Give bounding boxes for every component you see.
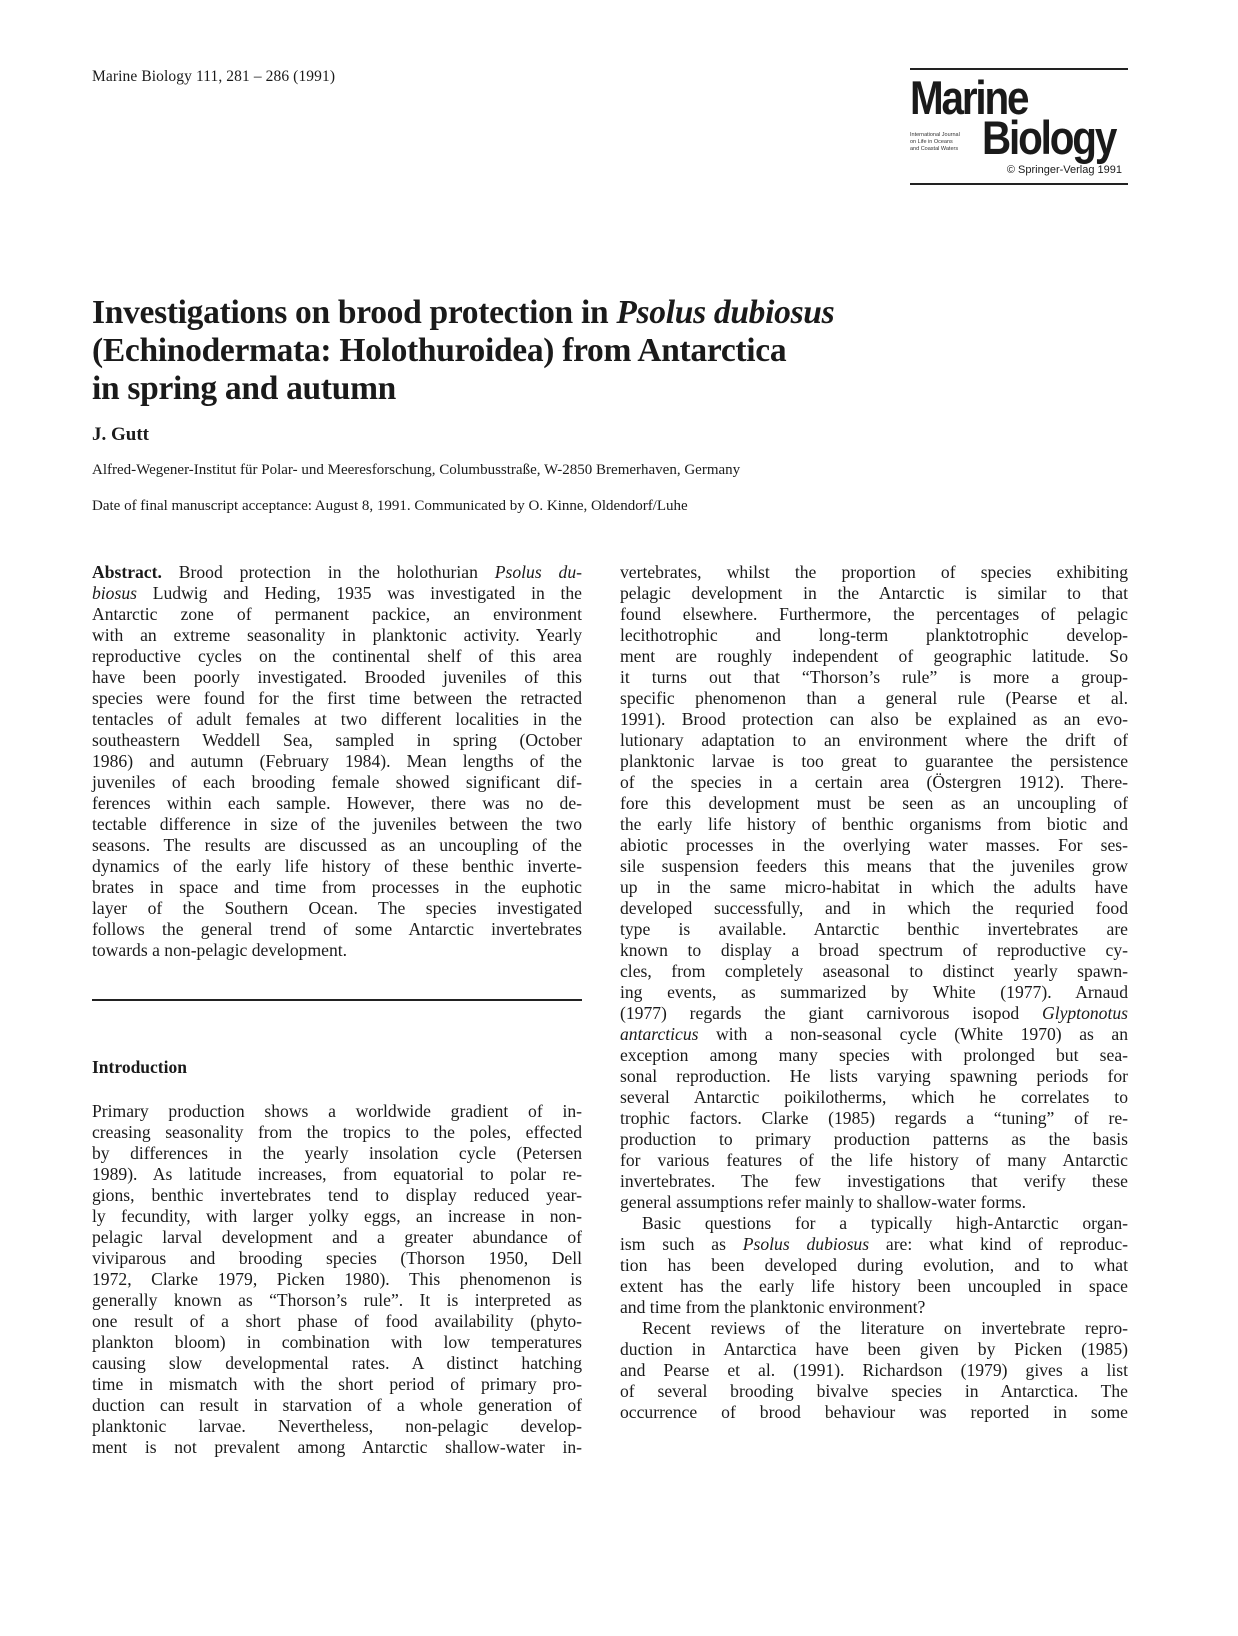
body-line: of several brooding bivalve species in Antarctica. The [620,1381,1128,1401]
body-line: invertebrates. The few investigations that verify these [620,1171,1128,1191]
author-name: J. Gutt [92,424,149,445]
abstract-line: seasons. The results are discussed as an uncoupling of the [92,835,582,855]
title-line: Investigations on brood protection in [92,294,617,331]
abstract-line: dynamics of the early life history of these benthic inverte- [92,856,582,876]
logo-word-biology: Biology [982,111,1116,164]
abstract-line: juveniles of each brooding female showed significant dif- [92,772,582,792]
introduction-line: by differences in the yearly insolation cycle (Petersen [92,1143,582,1163]
body-line: cles, from completely aseasonal to distinct yearly spawn- [620,961,1128,981]
acceptance-date: Date of final manuscript acceptance: August 8, 1991. Communicated by O. Kinne, Oldendorf/Luhe [92,498,688,514]
logo-top-rule [910,68,1128,70]
introduction-heading: Introduction [92,1057,187,1077]
body-line: antarcticus with a non-seasonal cycle (White 1970) as an [620,1024,1128,1044]
abstract-line: species were found for the first time between the retracted [92,688,582,708]
introduction-line: 1989). As latitude increases, from equatorial to polar re- [92,1164,582,1184]
body-line: tion has been developed during evolution, and to what [620,1255,1128,1275]
body-line: abiotic processes in the overlying water masses. For ses- [620,835,1128,855]
abstract-line: Antarctic zone of permanent packice, an environment [92,604,582,624]
body-line: developed successfully, and in which the requried food [620,898,1128,918]
body-line: duction in Antarctica have been given by Picken (1985) [620,1339,1128,1359]
body-line: up in the same micro-habitat in which the adults have [620,877,1128,897]
introduction-line: gions, benthic invertebrates tend to display reduced year- [92,1185,582,1205]
species-name: Psolus dubiosus [742,1234,870,1254]
body-line: and Pearse et al. (1991). Richardson (1979) gives a list [620,1360,1128,1380]
body-line: 1991). Brood protection can also be explained as an evo- [620,709,1128,729]
introduction-line: plankton bloom) in combination with low temperatures [92,1332,582,1352]
introduction-line: time in mismatch with the short period of primary pro- [92,1374,582,1394]
logo-tagline-line: on Life in Oceans [910,139,953,145]
body-line: several Antarctic poikilotherms, which he correlates to [620,1087,1128,1107]
introduction-line: causing slow developmental rates. A distinct hatching [92,1353,582,1373]
title-line: (Echinodermata: Holothuroidea) from Antarctica [92,332,787,369]
introduction-line: viviparous and brooding species (Thorson 1950, Dell [92,1248,582,1268]
body-line: ment are roughly independent of geographic latitude. So [620,646,1128,666]
species-name: antarcticus [620,1024,699,1044]
body-line: lutionary adaptation to an environment where the drift of [620,730,1128,750]
body-line: exception among many species with prolonged but sea- [620,1045,1128,1065]
body-line: production to primary production patterns as the basis [620,1129,1128,1149]
introduction-line: 1972, Clarke 1979, Picken 1980). This phenomenon is [92,1269,582,1289]
body-line: of the species in a certain area (Östergren 1912). There- [620,772,1128,792]
introduction-line: one result of a short phase of food availability (phyto- [92,1311,582,1331]
abstract-line: biosus Ludwig and Heding, 1935 was investigated in the [92,583,582,603]
body-line: occurrence of brood behaviour was reported in some [620,1402,1128,1422]
body-line: for various features of the life history of many Antarctic [620,1150,1128,1170]
body-line: the early life history of benthic organisms from biotic and [620,814,1128,834]
abstract-line: with an extreme seasonality in planktonic activity. Yearly [92,625,582,645]
introduction-body [92,1101,582,1458]
body-line: vertebrates, whilst the proportion of species exhibiting [620,562,1128,582]
abstract-heading: Abstract. [92,562,162,582]
introduction-line: planktonic larvae. Nevertheless, non-pelagic develop- [92,1416,582,1436]
body-line: ism such as Psolus dubiosus are: what kind of reproduc- [620,1234,1129,1254]
title-line: in spring and autumn [92,370,397,407]
introduction-line: creasing seasonality from the tropics to the poles, effected [92,1122,582,1142]
article-title [92,294,912,408]
body-line: planktonic larvae is too great to guarantee the persistence [620,751,1128,771]
body-line: extent has the early life history been uncoupled in space [620,1276,1128,1296]
body-line: sile suspension feeders this means that the juveniles grow [620,856,1128,876]
abstract-line: tectable difference in size of the juveniles between the two [92,814,582,834]
abstract-line: ferences within each sample. However, there was no de- [92,793,582,813]
introduction-line: ment is not prevalent among Antarctic shallow-water in- [92,1437,582,1457]
body-line: it turns out that “Thorson’s rule” is more a group- [620,667,1128,687]
abstract-line: tentacles of adult females at two different localities in the [92,709,582,729]
author-affiliation: Alfred-Wegener-Institut für Polar- und Meeresforschung, Columbusstraße, W-2850 Bremerhaven, Germany [92,462,741,478]
journal-citation: Marine Biology 111, 281 – 286 (1991) [92,68,336,85]
body-line: general assumptions refer mainly to shallow-water forms. [620,1192,1027,1212]
abstract-line: follows the general trend of some Antarctic invertebrates [92,919,582,939]
abstract-line: reproductive cycles on the continental shelf of this area [92,646,582,666]
body-line: Recent reviews of the literature on invertebrate repro- [642,1318,1128,1338]
introduction-line: duction can result in starvation of a whole generation of [92,1395,582,1415]
body-line: sonal reproduction. He lists varying spawning periods for [620,1066,1128,1086]
journal-logo [910,66,1128,186]
abstract-line: southeastern Weddell Sea, sampled in spring (October [92,730,582,750]
body-line: fore this development must be seen as an uncoupling of [620,793,1128,813]
abstract-block [92,562,582,961]
body-line: pelagic development in the Antarctic is similar to that [620,583,1128,603]
body-line: lecithotrophic and long-term planktotrophic develop- [620,625,1128,645]
abstract-line: towards a non-pelagic development. [92,940,348,960]
logo-tagline [910,132,980,153]
body-line: type is available. Antarctic benthic invertebrates are [620,919,1128,939]
abstract-divider [92,999,582,1001]
introduction-line: pelagic larval development and a greater abundance of [92,1227,582,1247]
body-line: known to display a broad spectrum of reproductive cy- [620,940,1128,960]
abstract-line: brates in space and time from processes in the euphotic [92,877,582,897]
logo-tagline-line: and Coastal Waters [910,146,959,152]
body-line: found elsewhere. Furthermore, the percentages of pelagic [620,604,1128,624]
copyright-notice: © Springer-Verlag 1991 [1006,164,1122,176]
abstract-line: 1986) and autumn (February 1984). Mean lengths of the [92,751,582,771]
abstract-line: layer of the Southern Ocean. The species investigated [92,898,582,918]
introduction-line: Primary production shows a worldwide gradient of in- [92,1101,582,1121]
body-line: (1977) regards the giant carnivorous isopod Glyptonotus [620,1003,1128,1023]
body-line: ing events, as summarized by White (1977). Arnaud [620,982,1128,1002]
body-line: and time from the planktonic environment? [620,1297,926,1317]
logo-word-marine: Marine [910,71,1028,124]
body-line: trophic factors. Clarke (1985) regards a “tuning” of re- [620,1108,1128,1128]
abstract-line: have been poorly investigated. Brooded juveniles of this [92,667,582,687]
abstract-line: Abstract. Brood protection in the holothurian Psolus du- [92,562,583,582]
introduction-line: ly fecundity, with larger yolky eggs, an increase in non- [92,1206,582,1226]
introduction-line: generally known as “Thorson’s rule”. It is interpreted as [92,1290,582,1310]
species-name: Glyptonotus [1041,1003,1128,1023]
logo-bottom-rule [910,183,1128,185]
body-line: specific phenomenon than a general rule (Pearse et al. [620,688,1128,708]
logo-tagline-line: International Journal [910,132,960,138]
title-species-name: Psolus dubiosus [616,294,835,331]
body-line: Basic questions for a typically high-Antarctic organ- [642,1213,1128,1233]
right-column-body [620,562,1128,1423]
